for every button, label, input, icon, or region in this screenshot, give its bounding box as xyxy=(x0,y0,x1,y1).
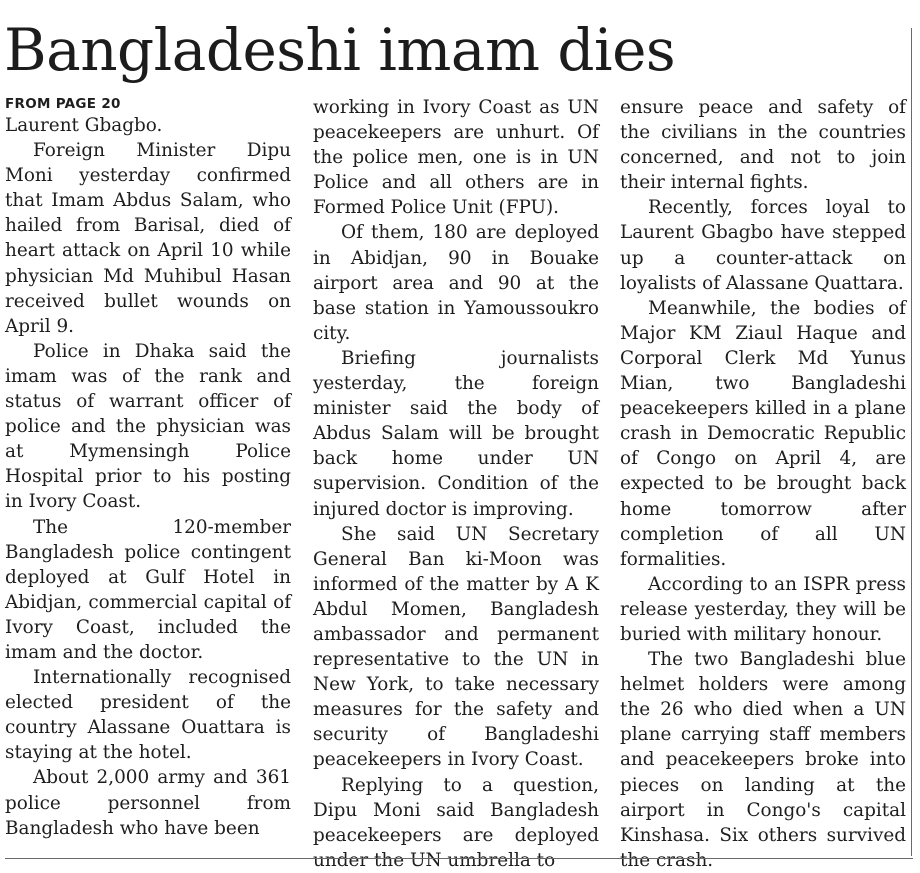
paragraph: Police in Dhaka said the imam was of the rank and status of warrant officer of police and the physician was at Mymensingh Police Hospital prior to his posting in Ivory Coast. xyxy=(5,340,291,513)
paragraph: The two Bangladeshi blue helmet holders were among the 26 who died when a UN plane carrying staff members and peacekeepers broke into pieces on landing at the airport in Congo's capital Kinshasa. Six others survived the crash. xyxy=(620,649,906,871)
paragraph: She said UN Secretary General Ban ki-Moon was informed of the matter by A K Abdul Momen, Bangladesh ambassador and permanent representative to the UN in New York, to take necessary measures for the safety and security of Bangladeshi peacekeepers in Ivory Coast. xyxy=(313,523,599,771)
headline: Bangladeshi imam dies xyxy=(4,16,676,84)
paragraph: About 2,000 army and 361 police personnel from Bangladesh who have been xyxy=(5,767,291,839)
paragraph: Foreign Minister Dipu Moni yesterday confirmed that Imam Abdus Salam, who hailed from Barisal, died of heart attack on April 10 while physician Md Muhibul Hasan received bullet wounds on April 9. xyxy=(5,140,291,337)
paragraph: According to an ISPR press release yesterday, they will be buried with military honour. xyxy=(620,573,906,645)
paragraph: The 120-member Bangladesh police contingent deployed at Gulf Hotel in Abidjan, commercial capital of Ivory Coast, included the imam and the doctor. xyxy=(5,516,291,663)
paragraph: Briefing journalists yesterday, the foreign minister said the body of Abdus Salam will be brought back home under UN supervision. Condition of the injured doctor is improving. xyxy=(313,347,599,520)
paragraph: ensure peace and safety of the civilians in the countries concerned, and not to join their internal fights. xyxy=(620,97,906,194)
paragraph: Internationally recognised elected president of the country Alassane Ouattara is staying at the hotel. xyxy=(5,667,291,764)
paragraph: Of them, 180 are deployed in Abidjan, 90 in Bouake airport area and 90 at the base station in Yamoussoukro city. xyxy=(313,222,599,344)
article-column-1 xyxy=(5,95,291,841)
paragraph: Meanwhile, the bodies of Major KM Ziaul Haque and Corporal Clerk Md Yunus Mian, two Bangladeshi peacekeepers killed in a plane crash in Democratic Republic of Congo on April 4, are expected to be brought back home tomorrow after completion of all UN formalities. xyxy=(620,297,906,570)
clipping-border-right xyxy=(911,28,912,856)
article-column-3 xyxy=(620,95,906,873)
paragraph: Laurent Gbagbo. xyxy=(5,115,163,136)
continuation-kicker: FROM PAGE 20 xyxy=(5,96,121,112)
article-column-2 xyxy=(313,95,599,873)
clipping-border-bottom xyxy=(5,858,913,859)
paragraph: working in Ivory Coast as UN peacekeepers are unhurt. Of the police men, one is in UN Police and all others are in Formed Police Unit (FPU). xyxy=(313,97,599,219)
paragraph: Recently, forces loyal to Laurent Gbagbo have stepped up a counter-attack on loyalists of Alassane Quattara. xyxy=(620,197,906,294)
paragraph: Replying to a question, Dipu Moni said Bangladesh peacekeepers are deployed under the UN umbrella to xyxy=(313,774,599,871)
